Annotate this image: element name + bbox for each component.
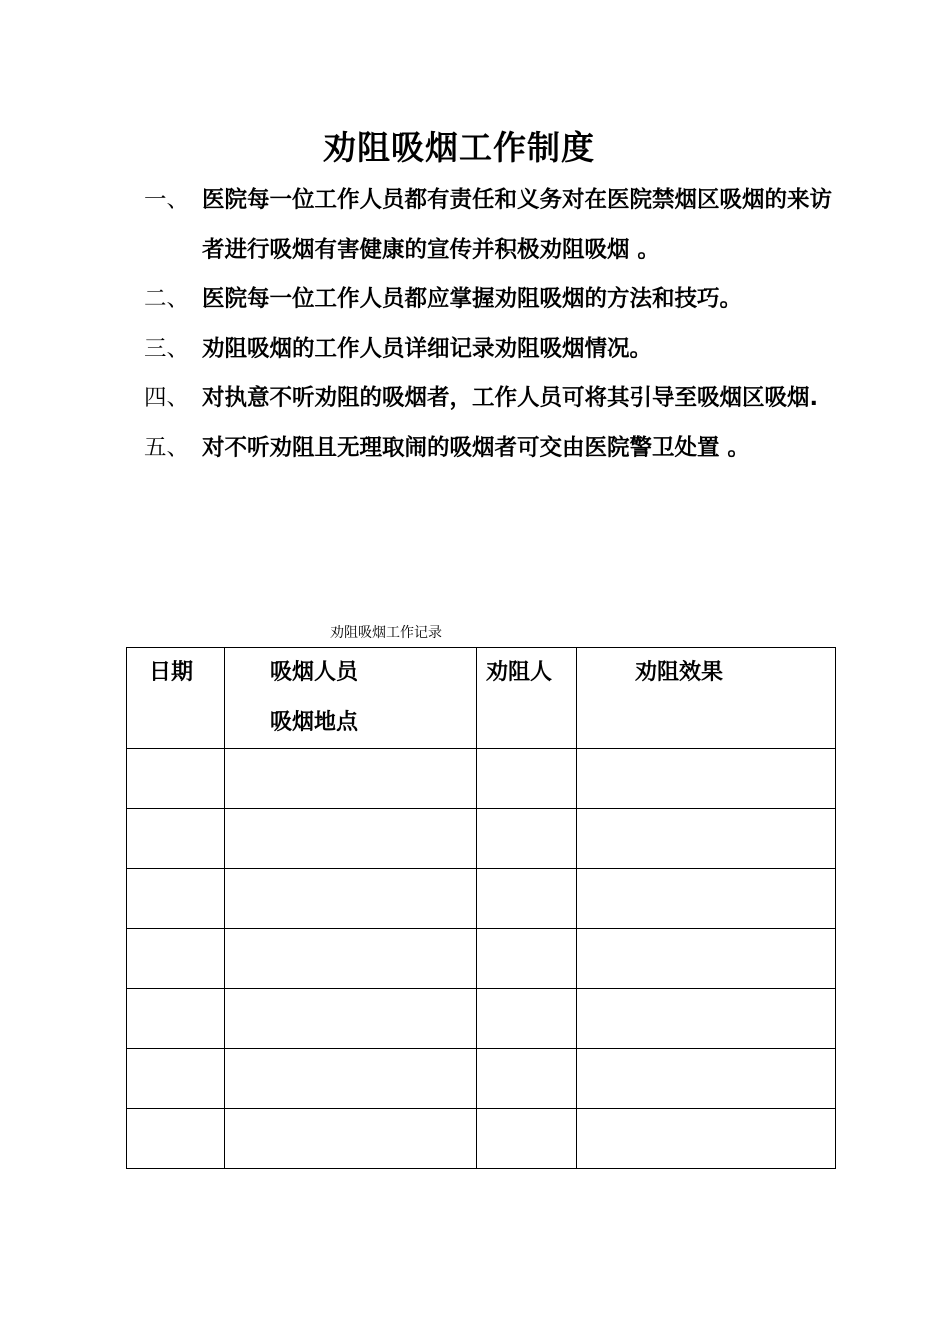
rule-text: 对执意不听劝阻的吸烟者，工作人员可将其引导至吸烟区吸烟.	[202, 385, 819, 411]
table-cell	[477, 929, 577, 989]
table-row	[127, 749, 836, 809]
rule-number: 四、	[144, 385, 190, 411]
header-persuader: 劝阻人	[477, 648, 577, 749]
rule-number: 二、	[144, 286, 190, 312]
table-cell	[127, 869, 225, 929]
table-header-row	[127, 648, 836, 749]
rules-list	[144, 176, 834, 473]
table-cell	[225, 929, 477, 989]
rule-item	[144, 176, 834, 275]
table-cell	[225, 809, 477, 869]
table-row	[127, 1109, 836, 1169]
rule-item	[144, 374, 834, 424]
rule-text: 劝阻吸烟的工作人员详细记录劝阻吸烟情况。	[202, 335, 653, 362]
header-person-location	[225, 648, 477, 749]
page-title: 劝阻吸烟工作制度	[323, 128, 595, 167]
table-cell	[225, 989, 477, 1049]
table-cell	[127, 809, 225, 869]
table-cell	[477, 989, 577, 1049]
table-row	[127, 869, 836, 929]
rule-item	[144, 424, 834, 474]
rule-number: 三、	[144, 335, 190, 362]
record-table	[126, 647, 836, 1169]
table-cell	[577, 989, 836, 1049]
table-cell	[127, 1109, 225, 1169]
table-cell	[225, 749, 477, 809]
table-row	[127, 989, 836, 1049]
table-cell	[577, 809, 836, 869]
table-caption: 劝阻吸烟工作记录	[330, 625, 442, 641]
rule-number: 五、	[144, 434, 190, 461]
header-person: 吸烟人员	[270, 660, 359, 685]
header-effect: 劝阻效果	[577, 648, 836, 749]
rule-text: 医院每一位工作人员都应掌握劝阻吸烟的方法和技巧。	[202, 286, 743, 312]
table-cell	[225, 1049, 477, 1109]
table-cell	[577, 869, 836, 929]
rule-text: 对不听劝阻且无理取闹的吸烟者可交由医院警卫处置 。	[202, 434, 750, 461]
table-cell	[225, 1109, 477, 1169]
table-cell	[127, 749, 225, 809]
table-cell	[477, 1049, 577, 1109]
rule-item	[144, 325, 834, 375]
table-row	[127, 929, 836, 989]
table-cell	[225, 869, 477, 929]
rule-item	[144, 275, 834, 325]
table-cell	[577, 749, 836, 809]
table-cell	[577, 929, 836, 989]
table-cell	[127, 989, 225, 1049]
table-cell	[127, 929, 225, 989]
table-cell	[477, 809, 577, 869]
rule-text: 医院每一位工作人员都有责任和义务对在医院禁烟区吸烟的来访者进行吸烟有害健康的宣传并积极劝阻吸烟 。	[202, 187, 833, 263]
header-location: 吸烟地点	[270, 710, 359, 735]
header-date: 日期	[127, 648, 225, 749]
table-cell	[477, 869, 577, 929]
table-cell	[477, 1109, 577, 1169]
table-row	[127, 809, 836, 869]
rule-number: 一、	[144, 187, 190, 213]
table-cell	[477, 749, 577, 809]
table-cell	[577, 1109, 836, 1169]
table-row	[127, 1049, 836, 1109]
table-cell	[577, 1049, 836, 1109]
table-cell	[127, 1049, 225, 1109]
